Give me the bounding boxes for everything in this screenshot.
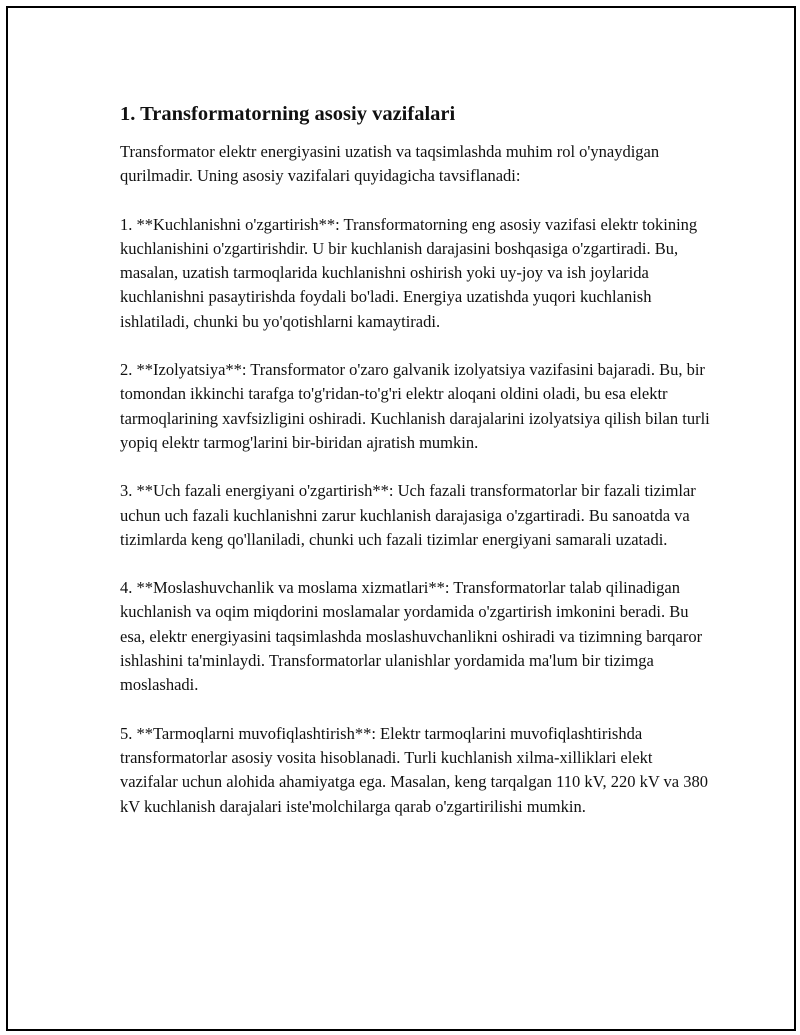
paragraph-item-5: 5. **Tarmoqlarni muvofiqlashtirish**: Elektr tarmoqlarini muvofiqlashtirishda transformatorlar asosiy vosita hisoblanadi. Turli kuchlanish xilma-xilliklari elekt vazifalar uchun alohida ahamiyatga ega. Masalan, keng tarqalgan 110 kV, 220 kV va 380 kV kuchlanish darajalari iste'molchilarga qarab o'zgartirilishi mumkin. bbox=[120, 723, 709, 816]
intro-paragraph: Transformator elektr energiyasini uzatish va taqsimlashda muhim rol o'ynaydigan qurilmadir. Uning asosiy vazifalari quyidagicha tavsiflanadi: bbox=[120, 142, 660, 186]
paragraph-item-2: 2. **Izolyatsiya**: Transformator o'zaro galvanik izolyatsiya vazifasini bajaradi. Bu, bir tomondan ikkinchi tarafga to'g'ridan-to'g'ri elektr aloqani oldini oladi, bu esa elektr tarmoqlarining xavfsizligini oshiradi. Kuchlanish darajalarini izolyatsiya qilish bilan turli yopiq elektr tarmog'larini bir-biridan ajratish mumkin. bbox=[120, 360, 710, 452]
paragraph-item-3: 3. **Uch fazali energiyani o'zgartirish**: Uch fazali transformatorlar bir fazali tizimlar uchun uch fazali kuchlanishni zarur kuchlanish darajasiga o'zgartiradi. Bu sanoatda va tizimlarda keng qo'llaniladi, chunki uch fazali tizimlar energiyani samarali uzatadi. bbox=[120, 481, 696, 549]
paragraph-item-4: 4. **Moslashuvchanlik va moslama xizmatlari**: Transformatorlar talab qilinadigan kuchlanish va oqim miqdorini moslamalar yordamida o'zgartirish imkonini beradi. Bu esa, elektr energiyasini taqsimlashda moslashuvchanlikni oshiradi va tizimning barqaror ishlashini ta'minlaydi. Transformatorlar ulanishlar yordamida ma'lum bir tizimga moslashadi. bbox=[120, 578, 703, 695]
document-body bbox=[120, 100, 710, 843]
paragraph-item-1: 1. **Kuchlanishni o'zgartirish**: Transformatorning eng asosiy vazifasi elektr tokining kuchlanishini o'zgartirishdir. U bir kuchlanish darajasini boshqasiga o'zgartiradi. Bu, masalan, uzatish tarmoqlarida kuchlanishni oshirish yoki uy-joy va ish joylarida kuchlanishni pasaytirishda foydali bo'ladi. Energiya uzatishda yuqori kuchlanish ishlatiladi, chunki bu yo'qotishlarni kamaytiradi. bbox=[120, 214, 698, 331]
page-frame bbox=[6, 6, 796, 1031]
document-heading: 1. Transformatorning asosiy vazifalari bbox=[120, 103, 456, 125]
